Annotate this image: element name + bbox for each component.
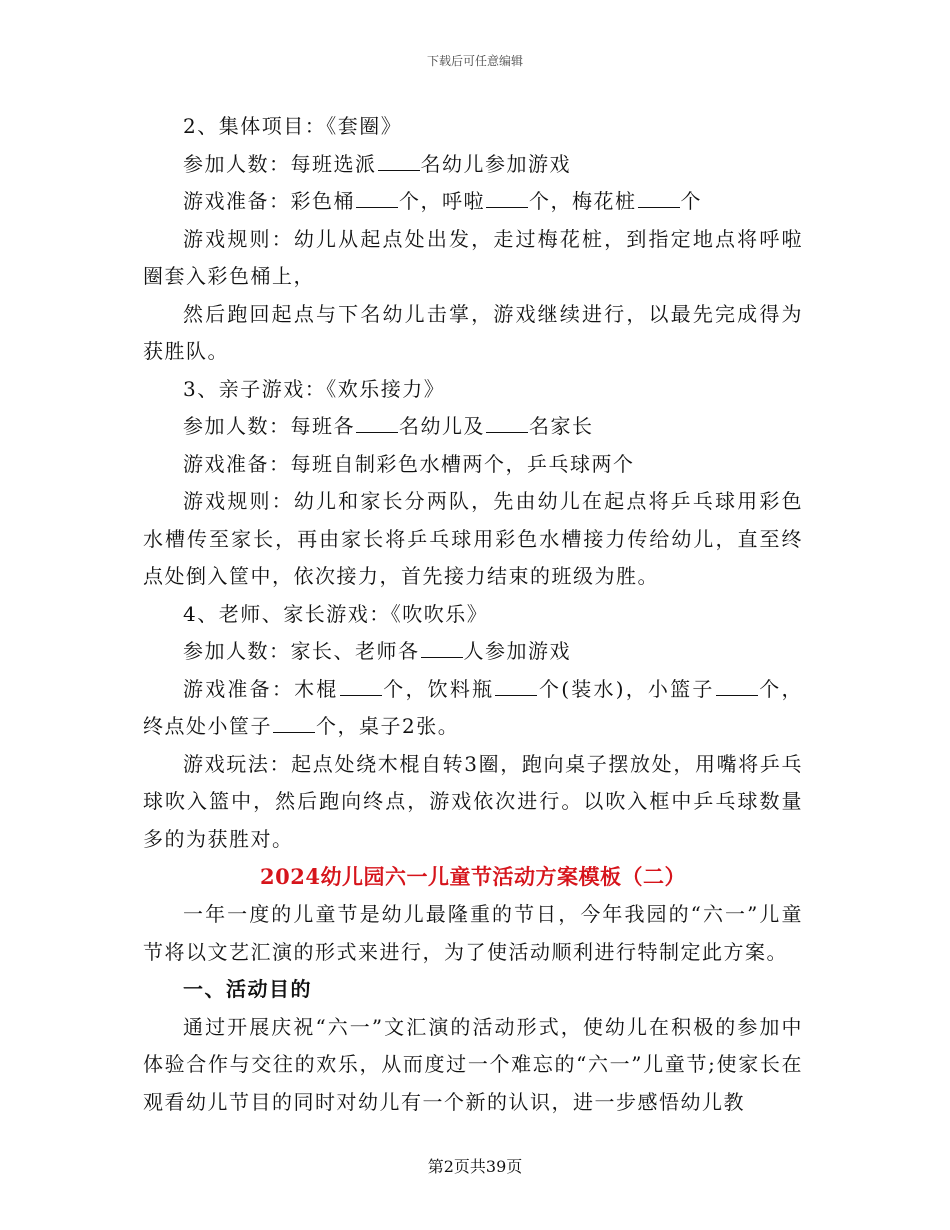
blank-line xyxy=(378,169,420,171)
goal-paragraph: 通过开展庆祝“六一”文汇演的活动形式，使幼儿在积极的参加中体验合作与交往的欢乐，从而度过一个难忘的“六一”儿童节;使家长在观看幼儿节目的同时对幼儿有一个新的认识，进一步感悟幼儿教 xyxy=(143,1014,803,1114)
blank-line xyxy=(356,206,398,208)
document-body xyxy=(143,108,803,1121)
page-number: 第2页共39页 xyxy=(427,1157,523,1176)
blank-line xyxy=(486,206,528,208)
section2-heading: 2、集体项目：《套圈》 xyxy=(183,114,403,138)
section4-play: 游戏玩法：起点处绕木棍自转3圈，跑向桌子摆放处，用嘴将乒乓球吹入篮中，然后跑向终点，游戏依次进行。以吹入框中乒乓球数量多的为获胜对。 xyxy=(143,751,803,851)
blank-line xyxy=(495,694,537,696)
section4-participants: 参加人数：家长、老师各 人参加游戏 xyxy=(183,639,571,663)
blank-line xyxy=(638,206,680,208)
section2-rules-cont: 然后跑回起点与下名幼儿击掌，游戏继续进行，以最先完成得为获胜队。 xyxy=(143,301,803,363)
blank-line xyxy=(273,731,315,733)
section3-rules: 游戏规则：幼儿和家长分两队，先由幼儿在起点将乒乓球用彩色水槽传至家长，再由家长将乒乓球用彩色水槽接力传给幼儿，直至终点处倒入筐中，依次接力，首先接力结束的班级为胜。 xyxy=(143,489,803,588)
blank-line xyxy=(486,431,528,433)
document-title: 2024幼儿园六一儿童节活动方案模板（二） xyxy=(260,864,686,889)
section3-heading: 3、亲子游戏：《欢乐接力》 xyxy=(183,376,446,401)
section4-preparation: 游戏准备：木棍 个，饮料瓶 个(装水)，小篮子 个，终点处小筐子 个，桌子2张。 xyxy=(143,676,804,738)
section2-rules: 游戏规则：幼儿从起点处出发，走过梅花桩，到指定地点将呼啦圈套入彩色桶上， xyxy=(143,226,803,288)
section3-preparation: 游戏准备：每班自制彩色水槽两个，乒乓球两个 xyxy=(183,451,635,476)
section4-heading: 4、老师、家长游戏：《吹吹乐》 xyxy=(183,601,489,626)
page-header-note: 下载后可任意编辑 xyxy=(426,54,523,68)
section2-participants: 参加人数：每班选派 名幼儿参加游戏 xyxy=(183,151,571,176)
blank-line xyxy=(421,656,463,658)
blank-line xyxy=(356,431,398,433)
section2-preparation: 游戏准备：彩色桶 个，呼啦 个，梅花桩 个 xyxy=(183,189,702,213)
blank-line xyxy=(340,694,382,696)
blank-line xyxy=(716,694,758,696)
goal-heading: 一、活动目的 xyxy=(183,977,312,1001)
section3-participants: 参加人数：每班各 名幼儿及 名家长 xyxy=(183,414,594,438)
intro-paragraph: 一年一度的儿童节是幼儿最隆重的节日，今年我园的“六一”儿童节将以文艺汇演的形式来进行，为了使活动顺利进行特制定此方案。 xyxy=(143,902,803,964)
